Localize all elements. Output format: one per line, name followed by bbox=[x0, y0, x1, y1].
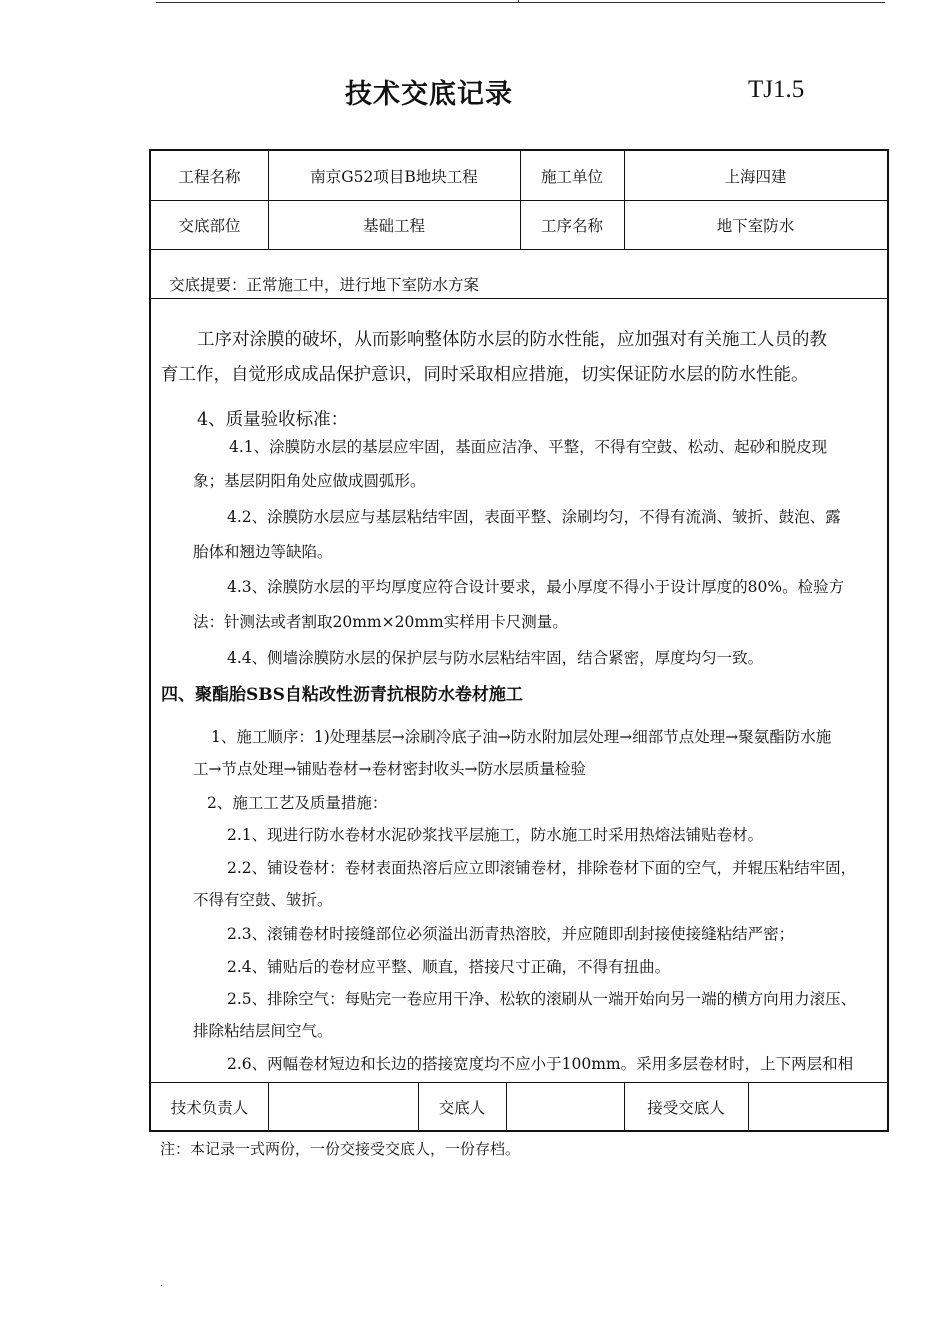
disclosure-part-label: 交底部位 bbox=[178, 216, 241, 235]
body-line-16: 2.2、铺设卷材：卷材表面热溶后应立即滚铺卷材，排除卷材下面的空气，并辊压粘结牢固， bbox=[227, 859, 857, 877]
project-name-value: 南京G52项目B地块工程 bbox=[310, 167, 478, 186]
section-heading: 四、聚酯胎SBS自粘改性沥青抗根防水卷材施工 bbox=[161, 685, 523, 705]
discloser-signature[interactable] bbox=[506, 1082, 624, 1132]
receiver-label: 接受交底人 bbox=[647, 1099, 725, 1117]
document-title: 技术交底记录 bbox=[345, 79, 513, 110]
discloser-label: 交底人 bbox=[438, 1099, 486, 1117]
disclosure-brief: 交底提要：正常施工中，进行地下室防水方案 bbox=[169, 276, 480, 294]
body-line-13: 工→节点处理→铺贴卷材→卷材密封收头→防水层质量检验 bbox=[193, 760, 586, 778]
body-line-2: 育工作，自觉形成成品保护意识，同时采取相应措施，切实保证防水层的防水性能。 bbox=[161, 365, 809, 385]
tech-lead-signature[interactable] bbox=[268, 1082, 418, 1132]
footnote: 注：本记录一式两份，一份交接受交底人，一份存档。 bbox=[160, 1140, 521, 1158]
body-line-5: 象；基层阴阳角处应做成圆弧形。 bbox=[193, 472, 426, 490]
project-name-label: 工程名称 bbox=[178, 167, 241, 186]
process-name-label: 工序名称 bbox=[540, 216, 603, 235]
body-line-9: 法：针测法或者割取20mm×20mm实样用卡尺测量。 bbox=[193, 613, 568, 631]
body-line-12: 1、施工顺序：1)处理基层→涂刷冷底子油→防水附加层处理→细部节点处理→聚氨酯防水施 bbox=[211, 728, 832, 746]
process-name-value: 地下室防水 bbox=[716, 216, 795, 235]
body-line-6: 4.2、涂膜防水层应与基层粘结牢固，表面平整、涂刷均匀，不得有流淌、皱折、鼓泡、露 bbox=[227, 508, 841, 526]
document-code: TJ1.5 bbox=[748, 76, 805, 103]
body-line-20: 2.5、排除空气：每贴完一卷应用干净、松软的滚刷从一端开始向另一端的横方向用力滚压、 bbox=[227, 990, 857, 1008]
row-divider-3 bbox=[151, 298, 887, 299]
corner-mark: . bbox=[160, 1278, 164, 1289]
disclosure-part-value: 基础工程 bbox=[362, 216, 425, 235]
body-line-3: 4、质量验收标准： bbox=[197, 410, 349, 430]
tech-lead-label: 技术负责人 bbox=[170, 1099, 249, 1117]
body-line-10: 4.4、侧墙涂膜防水层的保护层与防水层粘结牢固，结合紧密，厚度均匀一致。 bbox=[227, 649, 764, 667]
construction-unit-label: 施工单位 bbox=[540, 167, 603, 186]
body-line-21: 排除粘结层间空气。 bbox=[193, 1022, 333, 1040]
top-rule bbox=[156, 2, 885, 3]
body-line-4: 4.1、涂膜防水层的基层应牢固，基面应洁净、平整，不得有空鼓、松动、起砂和脱皮现 bbox=[229, 438, 828, 456]
body-line-15: 2.1、现进行防水卷材水泥砂浆找平层施工，防水施工时采用热熔法铺贴卷材。 bbox=[227, 826, 764, 844]
body-line-1: 工序对涂膜的破坏，从而影响整体防水层的防水性能，应加强对有关施工人员的教 bbox=[197, 330, 827, 350]
construction-unit-value: 上海四建 bbox=[724, 167, 787, 186]
body-line-17: 不得有空鼓、皱折。 bbox=[193, 891, 333, 909]
body-line-19: 2.4、铺贴后的卷材应平整、顺直，搭接尺寸正确，不得有扭曲。 bbox=[227, 958, 671, 976]
receiver-signature[interactable] bbox=[748, 1082, 887, 1132]
record-table bbox=[149, 149, 889, 1132]
body-line-18: 2.3、滚铺卷材时接缝部位必须溢出沥青热溶胶，并应随即刮封接使接缝粘结严密； bbox=[227, 925, 795, 943]
body-line-22: 2.6、两幅卷材短边和长边的搭接宽度均不应小于100mm。采用多层卷材时，上下两层和相 bbox=[227, 1055, 854, 1073]
body-line-7: 胎体和翘边等缺陷。 bbox=[193, 543, 333, 561]
body-line-14: 2、施工工艺及质量措施： bbox=[207, 794, 388, 812]
top-rule-tick bbox=[518, 0, 519, 3]
body-line-8: 4.3、涂膜防水层的平均厚度应符合设计要求，最小厚度不得小于设计厚度的80%。检验方 bbox=[227, 578, 845, 596]
row-divider-2 bbox=[151, 249, 887, 250]
